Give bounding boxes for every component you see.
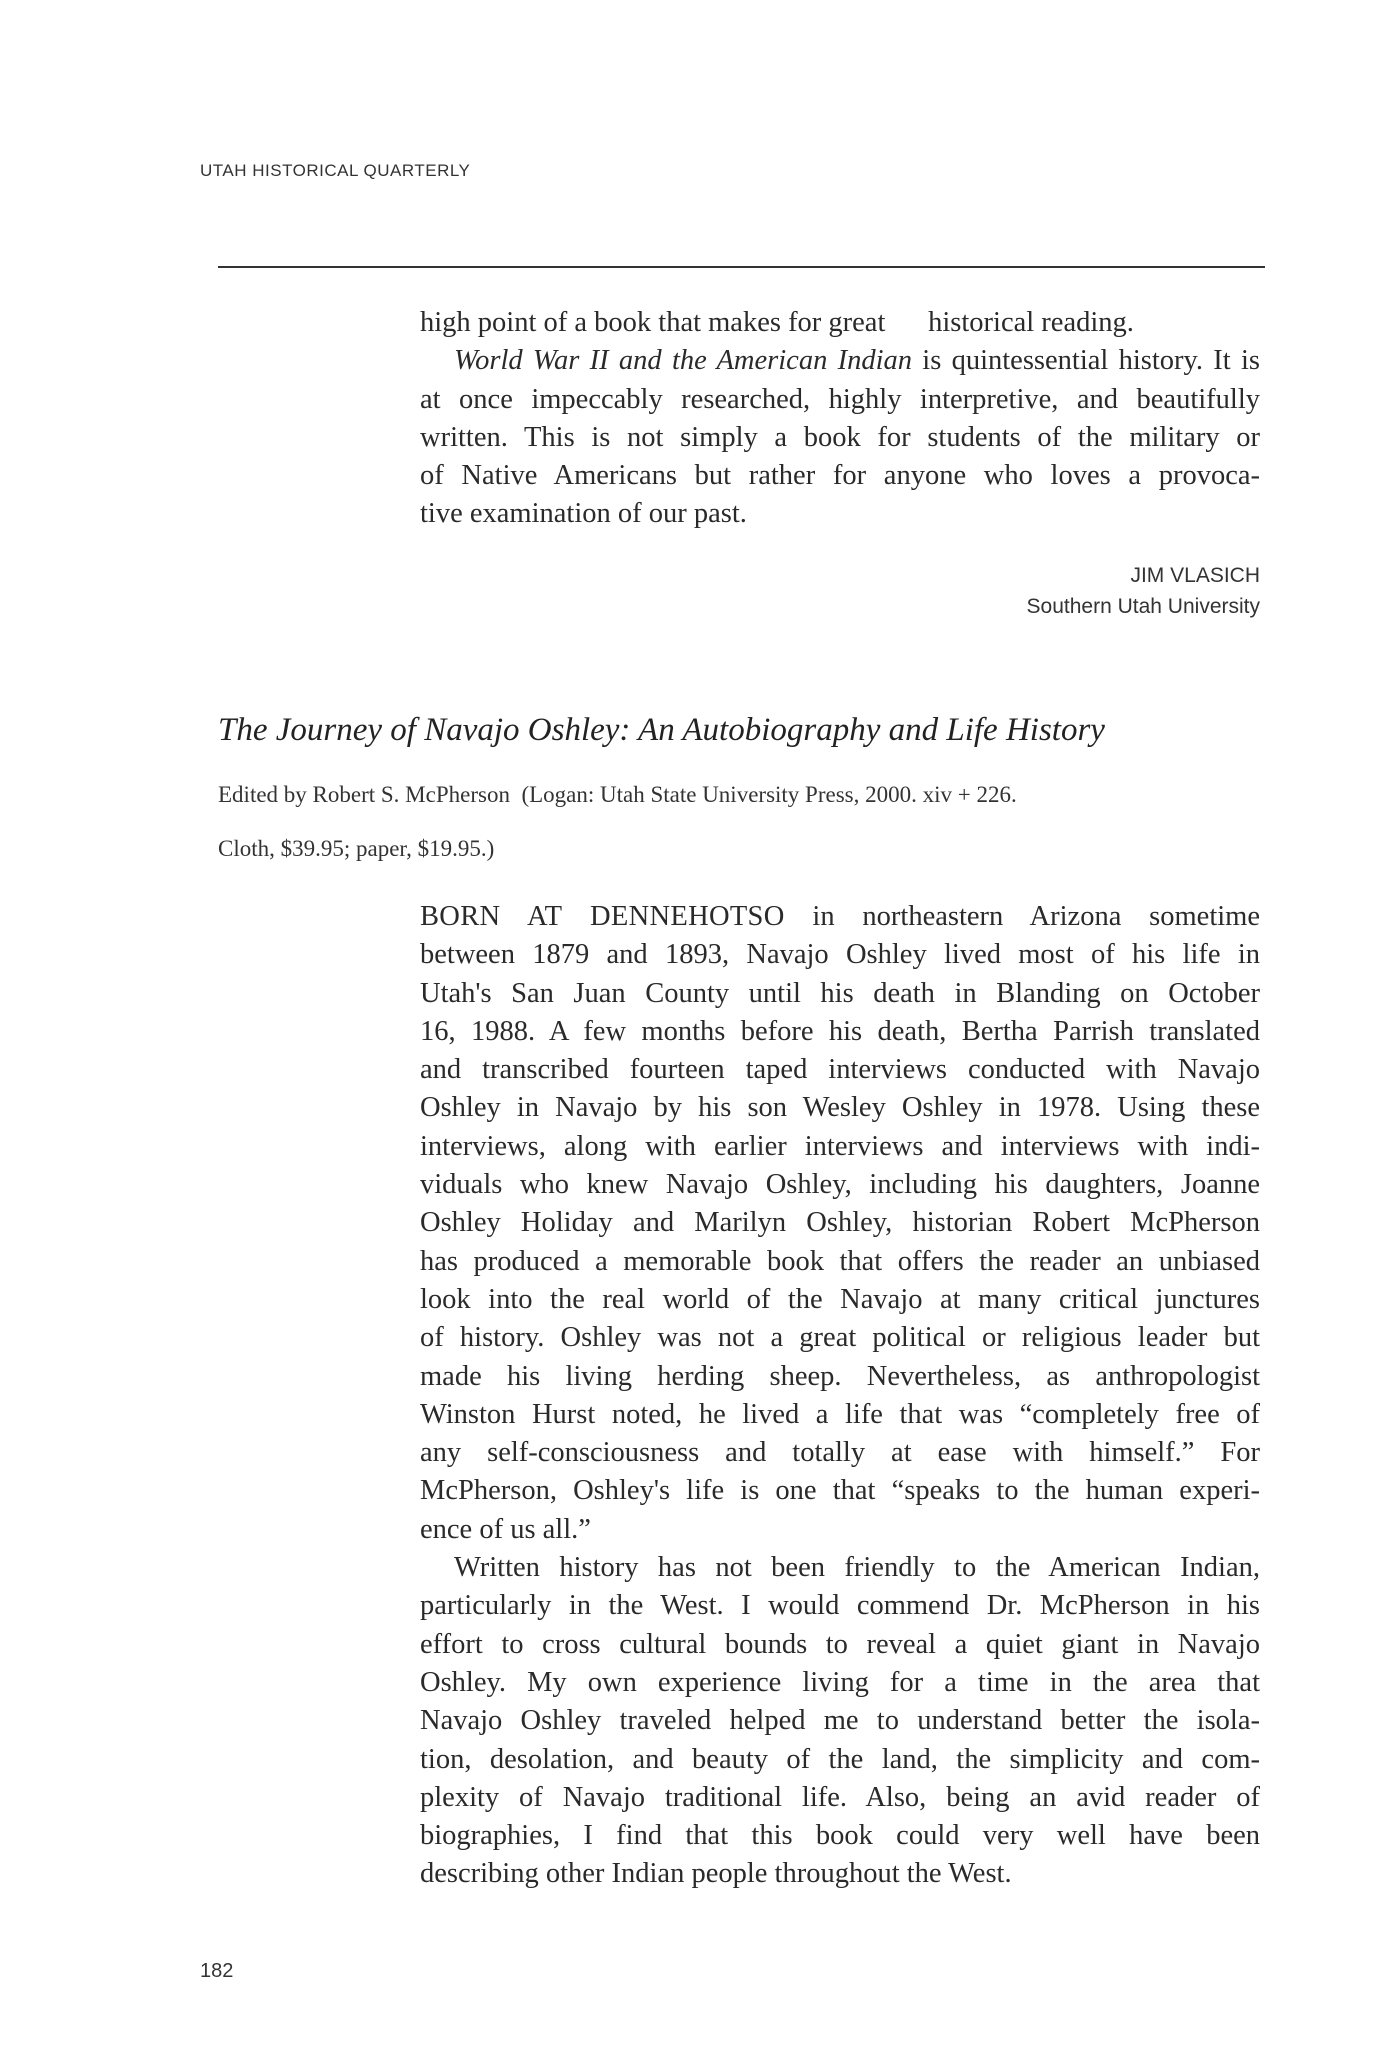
text-line: made his living herding sheep. Nevertheless, as anthropologist [420, 1360, 1260, 1392]
text-line: Oshley. My own experience living for a time in the area that [420, 1666, 1260, 1698]
text-line: biographies, I find that this book could very well have been [420, 1820, 1260, 1852]
text-line: ence of us all.” [420, 1513, 591, 1545]
reviewer-name: JIM VLASICH [1130, 564, 1260, 587]
text-line: plexity of Navajo traditional life. Also, being an avid reader of [420, 1781, 1260, 1813]
running-head: UTAH HISTORICAL QUARTERLY [200, 161, 471, 180]
text-line: Oshley in Navajo by his son Wesley Oshley in 1978. Using these [420, 1092, 1260, 1124]
text-line: particularly in the West. I would commend Dr. McPherson in his [420, 1590, 1260, 1622]
text-line: any self-consciousness and totally at ease with himself.” For [420, 1437, 1260, 1469]
text-line: tion, desolation, and beauty of the land, the simplicity and com- [420, 1743, 1260, 1775]
review-paragraph [420, 1549, 1260, 1894]
text-line: Navajo Oshley traveled helped me to understand better the isola- [420, 1705, 1260, 1737]
text-line: McPherson, Oshley's life is one that “speaks to the human experi- [420, 1475, 1260, 1507]
opening-smallcaps: BORN AT DENNEHOTSO [420, 901, 785, 932]
text-line: Winston Hurst noted, he lived a life that was “completely free of [420, 1398, 1260, 1430]
text-line: Written history has not been friendly to the American Indian, [454, 1552, 1260, 1584]
previous-review-continuation [420, 304, 1260, 534]
text-line: of history. Oshley was not a great political or religious leader but [420, 1322, 1260, 1354]
review-paragraph [420, 898, 1260, 1549]
text-line: Utah's San Juan County until his death in Blanding on October [420, 977, 1260, 1009]
header-rule [218, 266, 1265, 268]
text-line: between 1879 and 1893, Navajo Oshley lived most of his life in [420, 939, 1260, 971]
text-line: written. This is not simply a book for students of the military or [420, 421, 1260, 453]
text-line: look into the real world of the Navajo at many critical junctures [420, 1283, 1260, 1315]
text-line: 16, 1988. A few months before his death, Bertha Parrish translated [420, 1015, 1260, 1047]
text-line: effort to cross cultural bounds to reveal a quiet giant in Navajo [420, 1628, 1260, 1660]
book-title-inline: World War II and the American Indian [454, 345, 913, 377]
text-line: BORN AT DENNEHOTSO in northeastern Arizona sometime [420, 901, 1260, 932]
text-line: tive examination of our past. [420, 498, 747, 530]
book-price-info: Cloth, $39.95; paper, $19.95.) [218, 836, 495, 861]
text-line: and transcribed fourteen taped interviews conducted with Navajo [420, 1054, 1260, 1086]
book-publication-info: Edited by Robert S. McPherson (Logan: Utah State University Press, 2000. xiv + 226. [218, 782, 1017, 807]
review-body [420, 898, 1260, 1894]
text-line: describing other Indian people throughout the West. [420, 1858, 1012, 1890]
text-line: interviews, along with earlier interviews and interviews with indi- [420, 1130, 1260, 1162]
text-line: high point of a book that makes for great historical reading. [420, 307, 1134, 338]
book-title: The Journey of Navajo Oshley: An Autobiography and Life History [218, 712, 1105, 748]
text-line: of Native Americans but rather for anyone who loves a provoca- [420, 460, 1260, 492]
text-line: viduals who knew Navajo Oshley, including his daughters, Joanne [420, 1169, 1260, 1201]
text-line: at once impeccably researched, highly interpretive, and beautifully [420, 383, 1260, 415]
text-line: World War II and the American Indian is quintessential history. It is [454, 345, 1261, 377]
page-number: 182 [200, 1960, 234, 1982]
text-line: has produced a memorable book that offers the reader an unbiased [420, 1245, 1260, 1277]
reviewer-affiliation: Southern Utah University [1026, 595, 1260, 618]
text-line: Oshley Holiday and Marilyn Oshley, historian Robert McPherson [420, 1207, 1260, 1239]
